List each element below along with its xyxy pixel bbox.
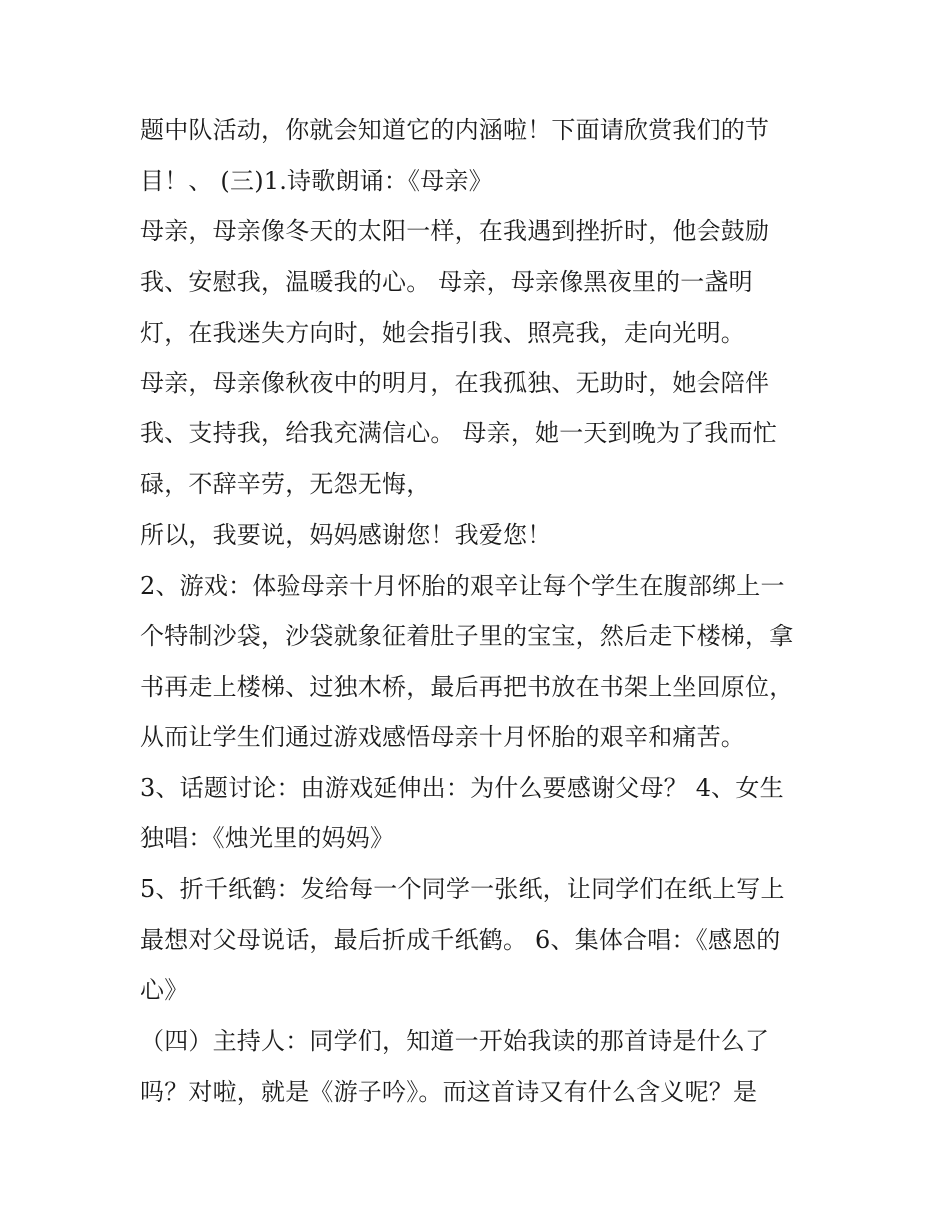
text-line: 碌，不辞辛劳，无怨无悔， <box>140 470 431 498</box>
text-line: 个特制沙袋，沙袋就象征着肚子里的宝宝，然后走下楼梯，拿 <box>140 622 794 650</box>
text-line: 母亲，母亲像秋夜中的明月，在我孤独、无助时，她会陪伴 <box>140 369 770 397</box>
text-line: 独唱：《烛光里的妈妈》 <box>140 824 395 852</box>
text-line: 心》 <box>140 976 189 1004</box>
text-line: 最想对父母说话，最后折成千纸鹤。 6、集体合唱：《感恩的 <box>140 926 781 954</box>
text-line: 吗？对啦，就是《游子吟》。而这首诗又有什么含义呢？是 <box>140 1078 758 1106</box>
text-line: （四）主持人：同学们，知道一开始我读的那首诗是什么了 <box>140 1027 770 1055</box>
text-line: 母亲，母亲像冬天的太阳一样，在我遇到挫折时，他会鼓励 <box>140 217 770 245</box>
text-line: 2、游戏：体验母亲十月怀胎的艰辛让每个学生在腹部绑上一 <box>140 572 785 600</box>
text-line: 题中队活动，你就会知道它的内涵啦！下面请欣赏我们的节 <box>140 116 770 144</box>
text-line: 书再走上楼梯、过独木桥，最后再把书放在书架上坐回原位， <box>140 673 794 701</box>
text-line: 我、安慰我，温暖我的心。 母亲，母亲像黑夜里的一盏明 <box>140 268 753 296</box>
text-line: 目！、 (三)1.诗歌朗诵：《母亲》 <box>140 167 493 195</box>
text-line: 从而让学生们通过游戏感悟母亲十月怀胎的艰辛和痛苦。 <box>140 723 745 751</box>
text-line: 所以，我要说，妈妈感谢您！我爱您！ <box>140 521 552 549</box>
text-line: 5、折千纸鹤：发给每一个同学一张纸，让同学们在纸上写上 <box>140 875 785 903</box>
text-line: 3、话题讨论：由游戏延伸出：为什么要感谢父母？ 4、女生 <box>140 774 784 802</box>
text-line: 我、支持我，给我充满信心。 母亲，她一天到晚为了我而忙 <box>140 419 778 447</box>
text-line: 灯，在我迷失方向时，她会指引我、照亮我，走向光明。 <box>140 319 745 347</box>
